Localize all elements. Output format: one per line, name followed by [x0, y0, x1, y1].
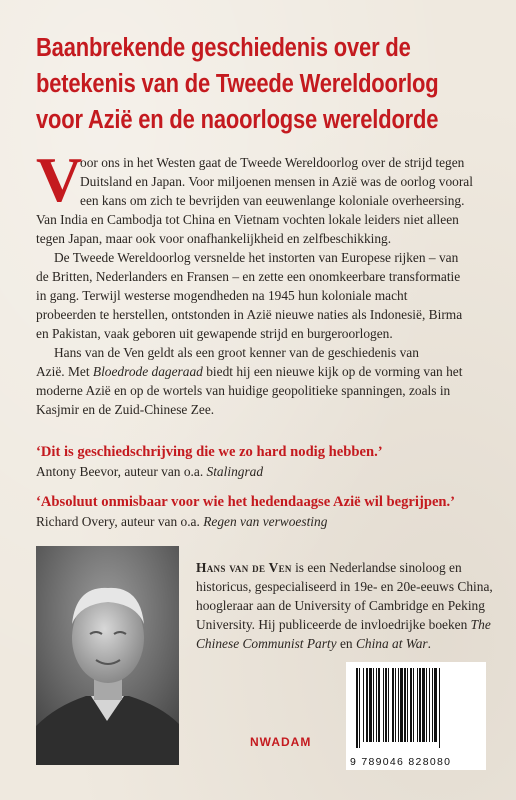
bio-text: University. Hij publiceerde de invloedrijke boeken [196, 617, 471, 632]
blurb-line: oor ons in het Westen gaat de Tweede Wereldoorlog over de strijd tegen [80, 155, 465, 170]
barcode-bar [359, 668, 360, 748]
barcode-bar [410, 668, 412, 742]
headline-line: Baanbrekende geschiedenis over de [36, 34, 411, 62]
review-author: Antony Beevor, auteur van o.a. [36, 464, 207, 479]
headline-line: betekenis van de Tweede Wereldoorlog [36, 70, 439, 98]
review-work: Regen van verwoesting [203, 514, 328, 529]
barcode-bar [392, 668, 394, 742]
blurb-line: Kasjmir en de Zuid-Chinese Zee. [36, 402, 215, 417]
barcode-bar [388, 668, 389, 742]
barcode-bar [434, 668, 437, 742]
blurb-line: De Tweede Wereldoorlog versnelde het instorten van Europese rijken – van [54, 250, 459, 265]
blurb-line: en Pakistan, vaak geboren uit gewapende strijd en burgeroorlogen. [36, 326, 393, 341]
bio-line: historicus, gespecialiseerd in 19e- en 20e-eeuws China, [196, 579, 493, 594]
bio-text: en [336, 636, 356, 651]
publisher-logo: NWADAM [250, 735, 312, 749]
review-attribution [36, 512, 496, 531]
barcode-bar [439, 668, 440, 748]
blurb-line: Hans van de Ven geldt als een groot kenner van de geschiedenis van [54, 345, 419, 360]
bio-line [196, 558, 496, 577]
barcode-bar [429, 668, 430, 742]
blurb-line: een kans om zich te bevrijden van eeuwenlange koloniale overheersing. [80, 193, 465, 208]
headline [36, 30, 439, 138]
blurb-line: probeerden te herstellen, ontstonden in Azië nieuwe naties als Indonesië, Birma [36, 307, 463, 322]
author-portrait-image [36, 546, 179, 765]
barcode-bar [400, 668, 403, 742]
bio-text: . [427, 636, 431, 651]
blurb-line: de Britten, Nederlanders en Fransen – en zette een onomkeerbare transformatie [36, 269, 461, 284]
barcode-bar [407, 668, 408, 742]
isbn-number: 9 789046 828080 [350, 756, 452, 768]
review-author: Richard Overy, auteur van o.a. [36, 514, 204, 529]
barcode-bar [385, 668, 387, 742]
book-title: The [470, 617, 491, 632]
barcode-bar [413, 668, 414, 742]
blurb-line: moderne Azië en op de wortels van huidige geopolitieke spanningen, zoals in [36, 383, 451, 398]
barcode-bar [395, 668, 396, 742]
book-title: Bloedrode dageraad [92, 364, 203, 379]
review-work: Stalingrad [206, 464, 264, 479]
barcode-bar [426, 668, 427, 742]
review-attribution [36, 462, 496, 481]
blurb-line: Duitsland en Japan. Voor miljoenen mensen in Azië was de oorlog vooral [80, 174, 473, 189]
review-quote: ‘Absoluut onmisbaar voor wie het hedendaagse Azië wil begrijpen.’ [36, 494, 456, 510]
drop-cap: V [36, 144, 83, 215]
barcode-bar [356, 668, 358, 748]
bio-line [196, 634, 496, 653]
blurb-line: tegen Japan, maar ook voor onafhankelijkheid en zelfbeschikking. [36, 231, 392, 246]
blurb [36, 144, 486, 419]
blurb-line: in gang. Terwijl westerse mogendheden na 1945 hun koloniale macht [36, 288, 408, 303]
author-name: Hans van de Ven [196, 560, 292, 575]
barcode-bars [354, 668, 478, 748]
barcode-bar [383, 668, 384, 742]
barcode-bar [366, 668, 368, 742]
barcode-bar [378, 668, 380, 742]
barcode-bar [376, 668, 377, 742]
review-quote: ‘Dit is geschiedschrijving die we zo hard nodig hebben.’ [36, 444, 383, 460]
bio-line: hoogleraar aan de University of Cambridge en Peking [196, 598, 485, 613]
barcode-bar [373, 668, 374, 742]
barcode-bar [398, 668, 399, 742]
barcode-bar [417, 668, 418, 742]
blurb-text: biedt hij een nieuwe kijk op de vorming van het [202, 364, 463, 379]
book-title: Chinese Communist Party [196, 636, 337, 651]
blurb-line [36, 362, 486, 381]
blurb-line: Van India en Cambodja tot China en Vietnam vochten lokale leiders niet alleen [36, 212, 459, 227]
blurb-text: Azië. Met [36, 364, 93, 379]
review-quotes [36, 443, 496, 543]
bio-text: is een Nederlandse sinoloog en [291, 560, 462, 575]
barcode [346, 662, 486, 770]
book-title: China at War [355, 636, 428, 651]
barcode-bar [419, 668, 421, 742]
barcode-bar [363, 668, 364, 742]
headline-line: voor Azië en de naoorlogse wereldorde [36, 106, 439, 134]
barcode-bar [422, 668, 425, 742]
barcode-bar [432, 668, 433, 742]
author-photo [36, 546, 179, 765]
author-bio [196, 558, 496, 653]
barcode-bar [404, 668, 406, 742]
bio-line [196, 615, 496, 634]
barcode-bar [369, 668, 372, 742]
